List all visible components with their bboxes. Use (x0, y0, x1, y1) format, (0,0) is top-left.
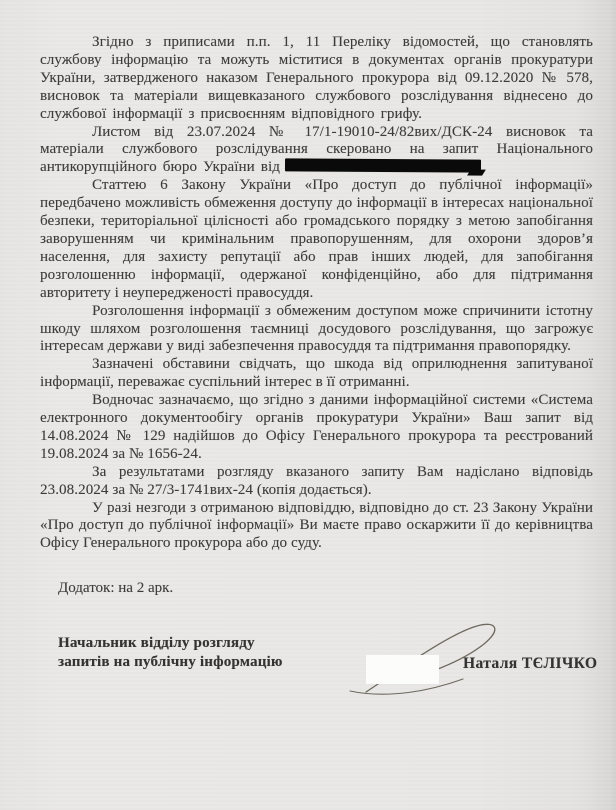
redaction-bar (285, 159, 481, 173)
paragraph-response-sent (40, 464, 593, 500)
paragraph-appeal-rights (40, 500, 593, 554)
letter-body (40, 34, 598, 734)
signer-position-line2: запитів на публічну інформацію (58, 653, 283, 670)
paragraph-text: Згідно з приписами п.п. 1, 11 Переліку відомостей, що становлять службову інформацію та можуть міститися в документах органів прокуратури України, затвердженого наказом Генерального прокурора від 09.12.2020 № 578, висновок та матеріали вищевказаного службового розслідування віднесено до службової інформації з присвоєнням відповідного грифу. (40, 34, 593, 122)
paragraph-text: У разі незгоди з отриманою відповіддю, відповідно до ст. 23 Закону України «Про доступ до публічної інформації» Ви маєте право оскаржити її до керівництва Офісу Генерального прокурора або до суду. (40, 499, 593, 552)
paragraph-service-info-list (40, 34, 593, 124)
signer-position-line1: Начальник відділу розгляду (58, 635, 255, 652)
paragraph-disclosure-harm (40, 303, 593, 357)
paragraph-registration-info (40, 392, 593, 464)
paragraph-text: За результатами розгляду вказаного запиту Вам надіслано відповідь 23.08.2024 за № 27/3-1741вих-24 (копія додається). (40, 463, 593, 498)
paragraph-text: Водночас зазначаємо, що згідно з даними інформаційної системи «Система електронного документообігу органів прокуратури України» Ваш запит від 14.08.2024 № 129 надійшов до Офісу Генерального прокурора та реєстрований 19.08.2024 за № 1656-24. (40, 392, 593, 462)
paragraph-text: Зазначені обставини свідчать, що шкода від оприлюднення запитуваної інформації, переважає суспільний інтерес в її отриманні. (40, 356, 593, 391)
paragraph-text: Листом від 23.07.2024 № 17/1-19010-24/82вих/ДСК-24 висновок та матеріали службового розслідування скеровано на запит Національного антикорупційного бюро України від (40, 123, 593, 176)
attachment-note: Додаток: на 2 арк. (58, 580, 174, 597)
signature-block (40, 634, 598, 734)
paragraph-text: Статтею 6 Закону України «Про доступ до публічної інформації» передбачено можливість обмеження доступу до інформації в інтересах національної безпеки, територіальної цілісності або громадського порядку з метою запобігання заворушенням чи кримінальним правопорушенням, для охорони здоров’я населення, для захисту репутації або прав інших людей, для запобігання розголошенню інформації, одержаної конфіденційно, або для підтримання авторитету і неупередженості правосуддя. (40, 177, 593, 301)
paragraph-text: Розголошення інформації з обмеженим доступом може спричинити істотну шкоду шляхом розголошення таємниці досудового розслідування, що загрожує інтересам держави у виді забезпечення правосуддя та підтримання правопорядку. (40, 302, 593, 355)
signer-name: Наталя ТЄЛІЧКО (463, 655, 598, 673)
paragraph-letter-reference (40, 124, 593, 178)
paragraph-article6-law (40, 177, 593, 302)
paragraph-public-interest (40, 356, 593, 392)
